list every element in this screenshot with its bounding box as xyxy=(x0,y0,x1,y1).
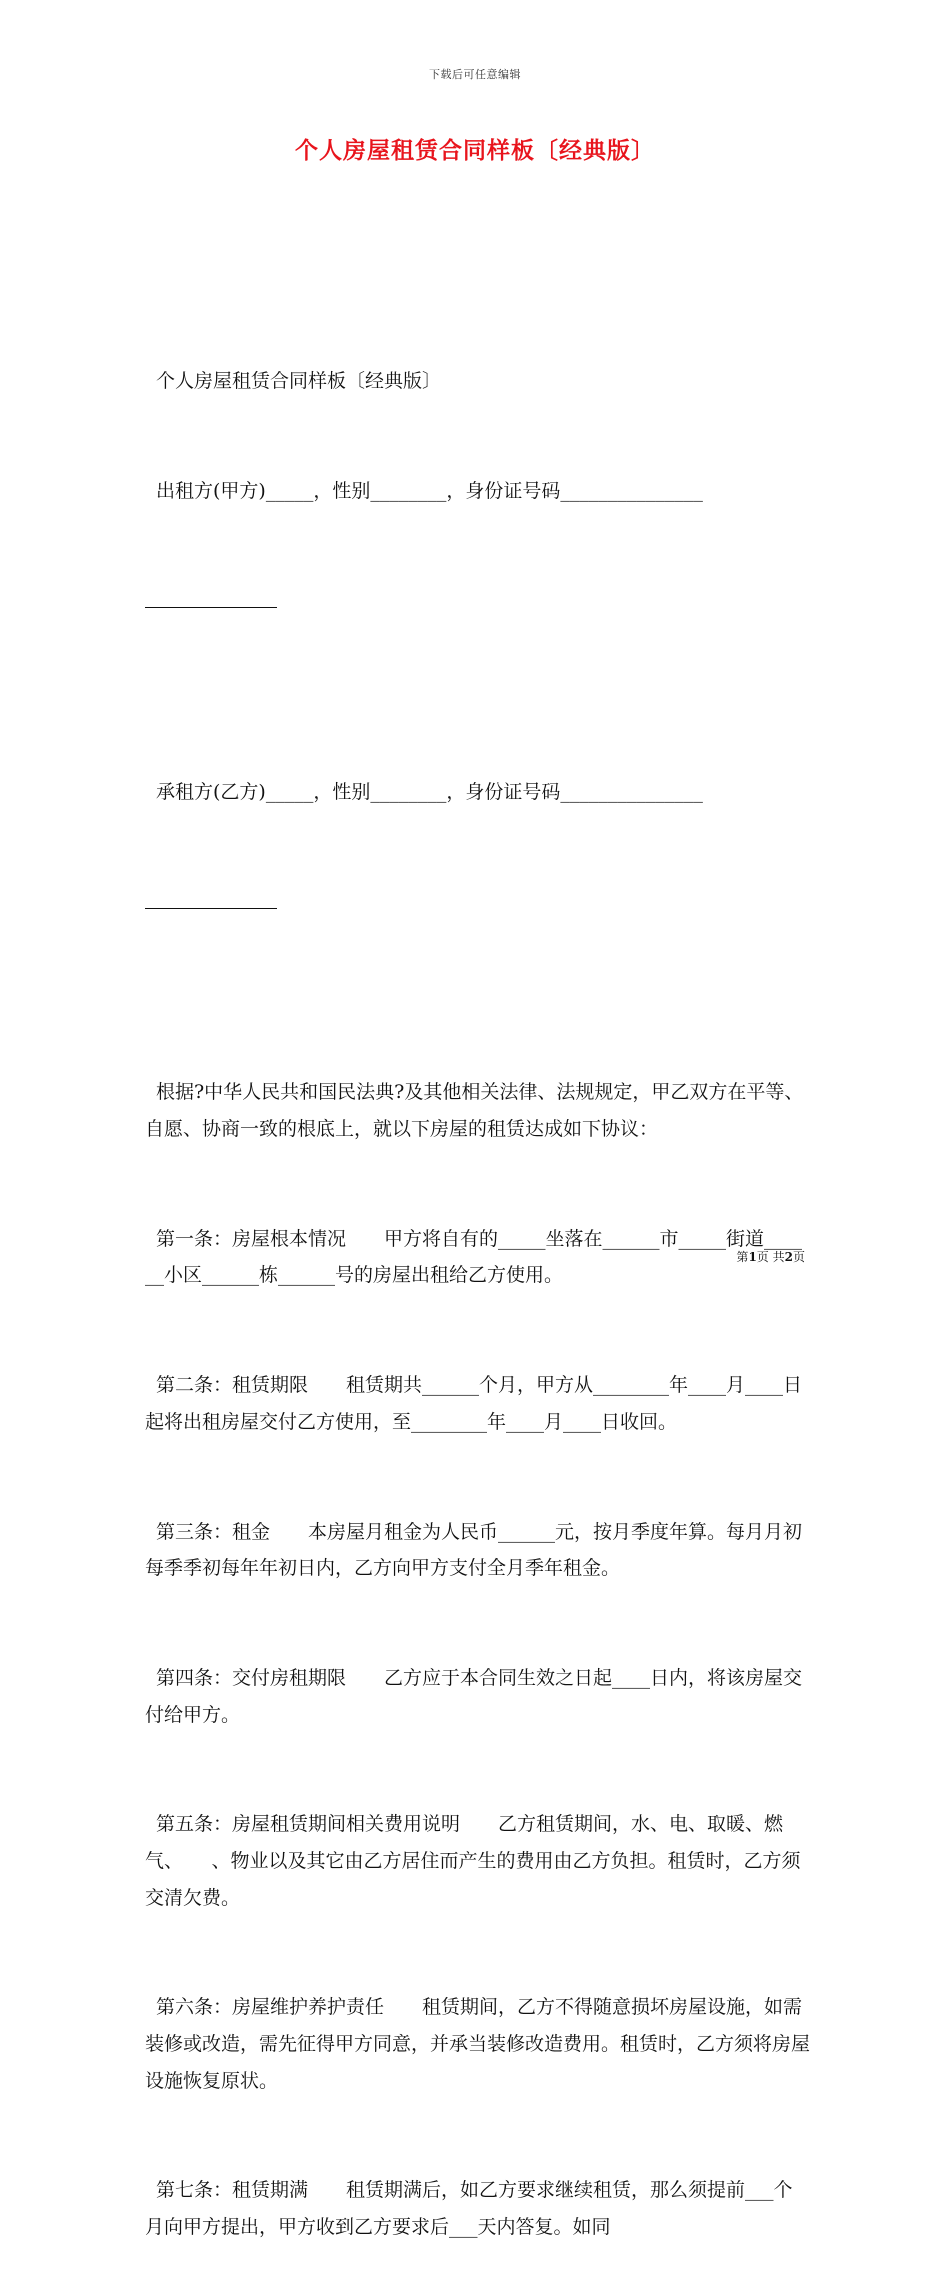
footer-suffix: 页 xyxy=(792,1250,805,1264)
lessor-id-blank xyxy=(145,583,277,620)
footer-prefix: 第 xyxy=(736,1250,749,1264)
preamble-paragraph: 根据?中华人民共和国民法典?及其他相关法律、法规规定，甲乙双方在平等、自愿、协商一致的根底上，就以下房屋的租赁达成如下协议： xyxy=(145,1081,804,1141)
article-1: 第一条：房屋根本情况 甲方将自有的_____坐落在______市_____街道______小区______栋______号的房屋出租给乙方使用。 xyxy=(145,1227,803,1287)
article-4: 第四条：交付房租期限 乙方应于本合同生效之日起____日内，将该房屋交付给甲方。 xyxy=(145,1666,803,1726)
document-subtitle: 个人房屋租赁合同样板〔经典版〕 xyxy=(156,370,442,393)
lessee-id-blank xyxy=(145,884,277,921)
article-5: 第五条：房屋租赁期间相关费用说明 乙方租赁期间，水、电、取暖、燃气、 、物业以及其它由乙方居住而产生的费用由乙方负担。租赁时，乙方须交清欠费。 xyxy=(145,1813,801,1909)
footer-total-pages: 2 xyxy=(784,1250,793,1264)
footer-current-page: 1 xyxy=(748,1250,757,1264)
article-7: 第七条：租赁期满 租赁期满后，如乙方要求继续租赁，那么须提前___个月向甲方提出，甲方收到乙方要求后___天内答复。如同 xyxy=(145,2179,793,2238)
article-2: 第二条：租赁期限 租赁期共______个月，甲方从________年____月____日起将出租房屋交付乙方使用，至________年____月____日收回。 xyxy=(145,1374,803,1433)
document-title: 个人房屋租赁合同样板〔经典版〕 xyxy=(295,137,655,164)
lessor-line: 出租方(甲方)_____，性别________，身份证号码_______________ xyxy=(156,479,703,502)
footer-middle: 页 共 xyxy=(756,1250,785,1264)
lessee-line: 承租方(乙方)_____，性别________，身份证号码_______________ xyxy=(156,780,703,803)
document-body xyxy=(145,290,810,2282)
article-3: 第三条：租金 本房屋月租金为人民币______元，按月季度年算。每月月初每季季初每年年初日内，乙方向甲方支付全月季年租金。 xyxy=(145,1520,803,1580)
header-note: 下载后可任意编辑 xyxy=(429,68,521,81)
page-footer xyxy=(736,1248,805,1265)
article-6: 第六条：房屋维护养护责任 租赁期间，乙方不得随意损坏房屋设施，如需装修或改造，需先征得甲方同意，并承当装修改造费用。租赁时，乙方须将房屋设施恢复原状。 xyxy=(145,1996,811,2092)
